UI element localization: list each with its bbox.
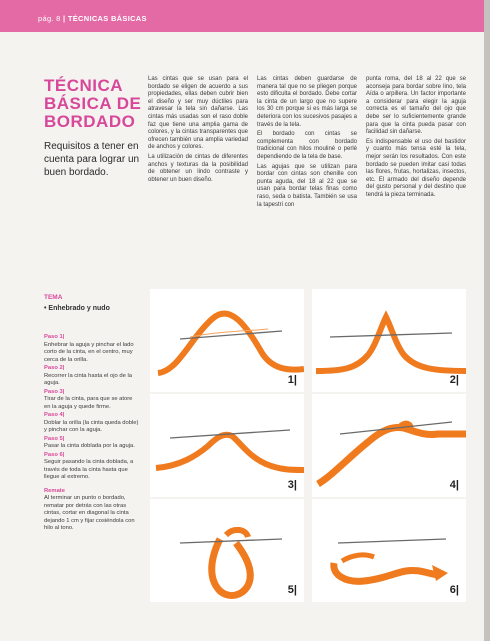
step — [44, 412, 140, 435]
needle — [338, 539, 446, 543]
ribbon-illustration — [150, 499, 304, 602]
title-line-3: BORDADO — [44, 112, 136, 131]
step-body: Tirar de la cinta, para que se atore en la aguja y quede firme. — [44, 396, 133, 410]
ribbon-illustration — [150, 394, 304, 497]
panel-number: 3| — [287, 479, 297, 491]
ribbon-illustration — [312, 289, 466, 392]
panel-number: 2| — [449, 374, 459, 386]
step-photo-4 — [312, 394, 466, 497]
needle — [180, 539, 282, 543]
panel-number: 5| — [287, 584, 297, 596]
step-title: Paso 4| — [44, 412, 65, 418]
tema-item: • Enhebrado y nudo — [44, 305, 110, 312]
paragraph: punta roma, del 18 al 22 que se aconseja para bordar sobre lino, tela Aída o arpillera. Un factor importante a considerar para elegir la aguja correcta es el tamaño del ojo que debe ser lo suficientemente grande para que la cinta pueda pasar con facilidad sin dañarse. — [366, 76, 466, 136]
paragraph: La utilización de cintas de diferentes anchos y texturas da la posibilidad de obtener un lindo contraste y obtener un buen diseño. — [148, 153, 248, 183]
step — [44, 389, 140, 412]
step-photo-1 — [150, 289, 304, 392]
step-title: Paso 6| — [44, 451, 65, 458]
title-line-2: BÁSICA DE — [44, 94, 142, 113]
ribbon-fold — [226, 530, 248, 537]
step — [44, 436, 140, 451]
page-edge — [484, 0, 490, 641]
step-photo-2 — [312, 289, 466, 392]
steps-list — [44, 334, 140, 534]
text-column-2 — [257, 76, 357, 211]
step-body: Seguir pasando la cinta doblada, a través de toda la cinta hasta que llegue al extremo. — [44, 459, 134, 480]
ribbon-loop — [342, 555, 374, 561]
step-body: Pasar la cinta doblada por la aguja. — [44, 443, 135, 449]
paragraph: El bordado con cintas se complementa con bordado tradicional con hilos mouliné o perlé dependiendo de la tela de base. — [257, 131, 357, 160]
ribbon-loop — [212, 539, 251, 595]
step-title: Paso 5| — [44, 435, 65, 442]
tema-label: TEMA — [44, 294, 63, 301]
paragraph: Las cintas que se usan para el bordado se eligen de acuerdo a sus propiedades, ellas deben cubrir bien el diseño y ser muy dúctiles para atravesar la tela sin dañarse. Las cintas más usadas son el raso doble faz que tiene una amplia gama de colores, y la cintas transparentes que ofrecen también una amplia variedad de anchos y colores. — [148, 76, 248, 151]
step-photo-3 — [150, 394, 304, 497]
panel-number: 1| — [287, 374, 297, 386]
header-separator: | — [63, 14, 66, 23]
article-title — [44, 77, 144, 131]
step-title: Paso 3| — [44, 388, 65, 395]
section-title: TÉCNICAS BÁSICAS — [67, 14, 147, 23]
ribbon — [316, 317, 466, 371]
title-line-1: TÉCNICA — [44, 76, 124, 95]
step — [44, 334, 140, 364]
ribbon — [318, 428, 466, 484]
text-column-3 — [366, 76, 466, 202]
ribbon-illustration — [312, 499, 466, 602]
step-title: Paso 1| — [44, 334, 65, 340]
paragraph: Es indispensable el uso del bastidor y cuanto más tensa esté la tela, mejor serán los resultados. Con este bordado se pueden imitar casi todas las flores, frutas, hortalizas, insectos, etc. El armado del diseño depende del gusto personal y del destino que tendrá la pieza terminada. — [366, 138, 466, 198]
remate-title: Remate — [44, 487, 65, 494]
ribbon — [334, 563, 438, 581]
panel-number: 6| — [449, 584, 459, 596]
paragraph: Las cintas deben guardarse de manera tal que no se pliegen porque esto dificulta el bordado. Debe cortar la cinta de un largo que no supere los 30 cm porque si es más larga se deteriora con los sucesivos pasajes a través de la tela. — [257, 76, 357, 128]
ribbon — [158, 314, 304, 373]
step-photo-5 — [150, 499, 304, 602]
ribbon-end — [432, 565, 448, 581]
panel-number: 4| — [449, 479, 459, 491]
ribbon-illustration — [150, 289, 304, 392]
step-body: Enhebrar la aguja y pinchar el lado corto de la cinta, en el centro, muy cerca de la orilla. — [44, 341, 134, 363]
article-subtitle: Requisitos a tener en cuenta para lograr un buen bordado. — [44, 141, 140, 178]
ribbon — [156, 435, 304, 470]
remate-body: Al terminar un punto o bordado, rematar por detrás con las otras cintas, cortar en diagonal la cinta dejando 1 cm y fijar cosiéndola con hilo al tono. — [44, 495, 135, 531]
ribbon-illustration — [312, 394, 466, 497]
step — [44, 365, 140, 388]
text-column-1 — [148, 76, 248, 186]
step-photo-6 — [312, 499, 466, 602]
step-body: Doblar la orilla (la cinta queda doble) y pinchar con la aguja. — [44, 419, 139, 433]
step-title: Paso 2| — [44, 365, 65, 371]
step-body: Recorrer la cinta hasta el ojo de la aguja. — [44, 372, 132, 386]
page-header — [38, 14, 147, 28]
step — [44, 452, 140, 482]
page-number: pág. 8 — [38, 14, 61, 23]
paragraph: Las agujas que se utilizan para bordar con cintas son chenille con punta aguda, del 18 al 22 que se usan para bordar telas finas como raso, seda o batista. También se usa la tapestri con — [257, 163, 357, 208]
